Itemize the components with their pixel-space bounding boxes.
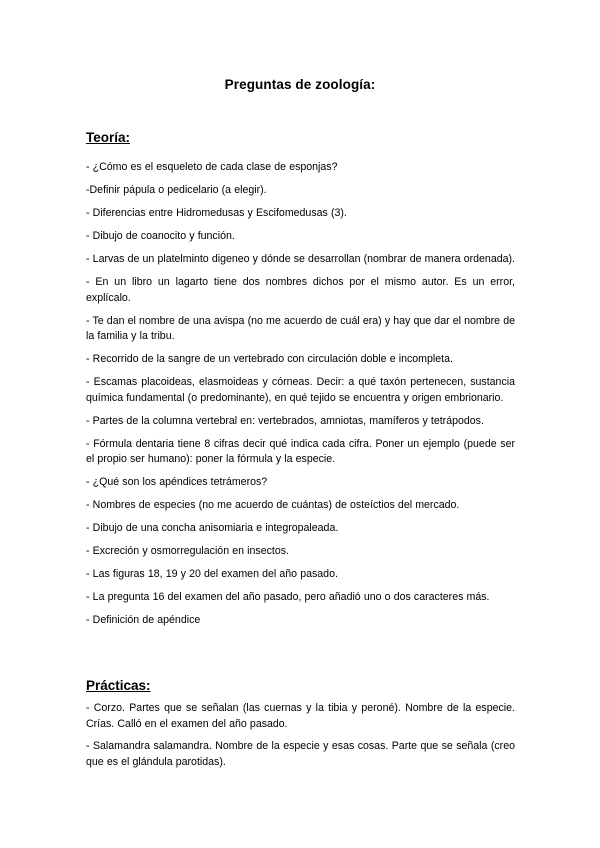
practice-question: - Salamandra salamandra. Nombre de la especie y esas cosas. Parte que se señala (creo que es el glándula parotidas). — [86, 740, 515, 768]
theory-question: - Dibujo de una concha anisomiaria e integropaleada. — [86, 522, 339, 534]
theory-question: - Las figuras 18, 19 y 20 del examen del año pasado. — [86, 568, 338, 580]
theory-question: - Definición de apéndice — [86, 614, 201, 626]
practice-question-list — [86, 701, 515, 778]
theory-question: - ¿Cómo es el esqueleto de cada clase de esponjas? — [86, 161, 338, 173]
theory-question: - En un libro un lagarto tiene dos nombres dichos por el mismo autor. Es un error, explícalo. — [86, 276, 515, 304]
theory-question: - Larvas de un platelminto digeneo y dónde se desarrollan (nombrar de manera ordenada). — [86, 253, 515, 265]
practice-question: - Corzo. Partes que se señalan (las cuernas y la tibia y peroné). Nombre de la especie. Crías. Calló en el examen del año pasado. — [86, 702, 515, 730]
practice-heading: Prácticas: — [86, 678, 151, 693]
theory-question: - Diferencias entre Hidromedusas y Escifomedusas (3). — [86, 207, 347, 219]
theory-question: - Recorrido de la sangre de un vertebrado con circulación doble e incompleta. — [86, 353, 453, 365]
theory-question: - Excreción y osmorregulación en insectos. — [86, 545, 289, 557]
theory-question: - Te dan el nombre de una avispa (no me acuerdo de cuál era) y hay que dar el nombre de la familia y la tribu. — [86, 314, 515, 342]
theory-question: - Dibujo de coanocito y función. — [86, 230, 235, 242]
theory-question: -Definir pápula o pedicelario (a elegir). — [86, 184, 267, 196]
theory-question: - Fórmula dentaria tiene 8 cifras decir qué indica cada cifra. Poner un ejemplo (puede ser el propio ser humano): poner la fórmula y la especie. — [86, 437, 515, 465]
theory-question: - ¿Qué son los apéndices tetrámeros? — [86, 476, 268, 488]
theory-question-list — [86, 160, 515, 636]
theory-question: - Nombres de especies (no me acuerdo de cuántas) de osteíctios del mercado. — [86, 499, 460, 511]
theory-question: - Partes de la columna vertebral en: vertebrados, amniotas, mamíferos y tetrápodos. — [86, 414, 484, 427]
theory-question: - La pregunta 16 del examen del año pasado, pero añadió uno o dos caracteres más. — [86, 591, 490, 603]
theory-heading: Teoría: — [86, 130, 131, 145]
theory-question: - Escamas placoideas, elasmoideas y córneas. Decir: a qué taxón pertenecen, sustancia química fundamental (o predominante), en qué tejido se encuentra y origen embrionario. — [86, 376, 515, 404]
document-title: Preguntas de zoología: — [224, 77, 376, 92]
